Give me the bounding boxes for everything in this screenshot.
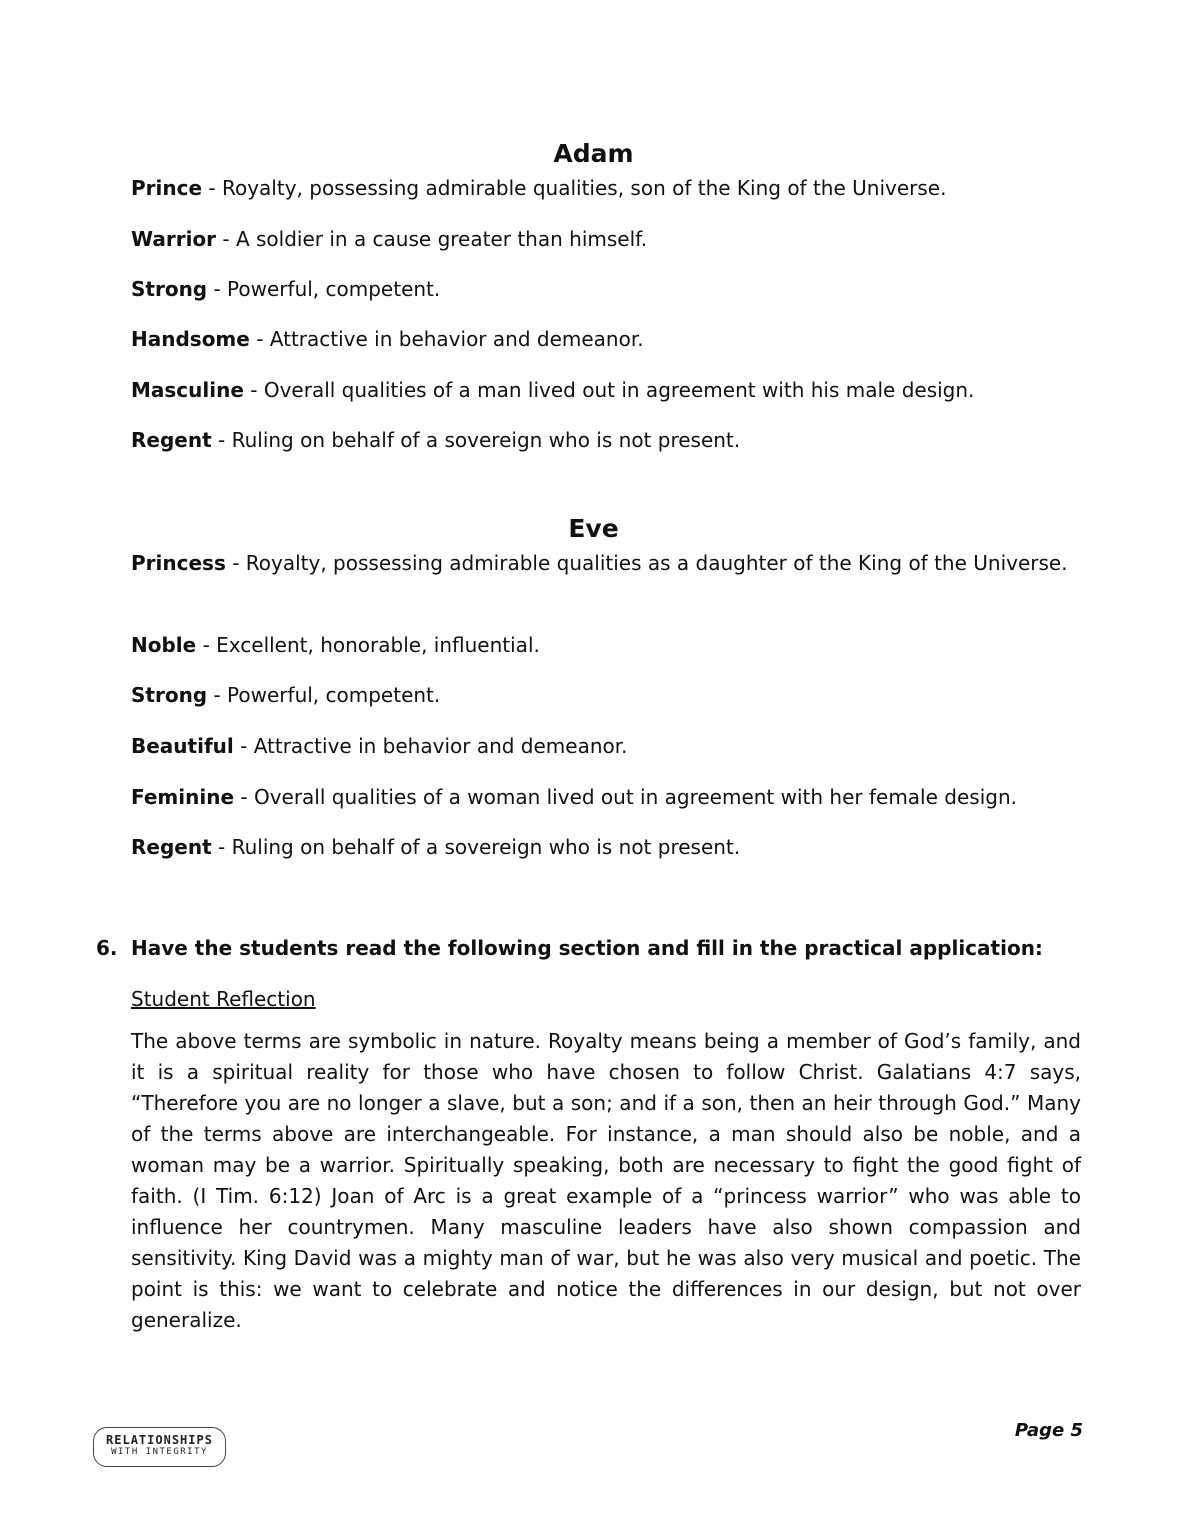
eve-term-feminine [131, 782, 1081, 813]
reflection-body: The above terms are symbolic in nature. Royalty means being a member of God’s family, and it is a spiritual reality for those who have chosen to follow Christ. Galatians 4:7 says, “Therefore you are no longer a slave, but a son; and if a son, then an heir through God.” Many of the terms above are interchangeable. For instance, a man should also be noble, and a woman may be a warrior. Spiritually speaking, both are necessary to fight the good fight of faith. (I Tim. 6:12) Joan of Arc is a great example of a “princess warrior” who was able to influence her countrymen. Many masculine leaders have also shown compassion and sensitivity. King David was a mighty man of war, but he was also very musical and poetic. The point is this: we want to celebrate and notice the differences in our design, but not over generalize. [131, 1029, 1081, 1332]
term-label: Warrior [131, 227, 217, 251]
eve-term-beautiful [131, 731, 1081, 762]
term-definition: - Royalty, possessing admirable qualities as a daughter of the King of the Universe. [225, 551, 1068, 575]
eve-term-strong [131, 680, 1081, 711]
relationships-with-integrity-logo [93, 1427, 226, 1467]
term-label: Strong [131, 277, 208, 301]
term-definition: - Ruling on behalf of a sovereign who is not present. [211, 428, 741, 452]
term-label: Strong [131, 683, 208, 707]
adam-term-strong [131, 274, 1081, 305]
question-text: Have the students read the following section and fill in the practical application: [131, 936, 1043, 960]
term-label: Noble [131, 633, 197, 657]
term-definition: - Excellent, honorable, influential. [196, 633, 540, 657]
term-definition: - Ruling on behalf of a sovereign who is not present. [211, 835, 741, 859]
term-definition: - Overall qualities of a woman lived out in agreement with her female design. [234, 785, 1017, 809]
term-label: Handsome [131, 327, 250, 351]
term-label: Prince [131, 176, 203, 200]
eve-term-regent [131, 832, 1081, 863]
adam-term-regent [131, 425, 1081, 456]
term-definition: - Powerful, competent. [207, 277, 441, 301]
eve-heading: Eve [568, 514, 619, 543]
term-definition: - Attractive in behavior and demeanor. [249, 327, 644, 351]
eve-term-princess [131, 548, 1081, 579]
term-definition: - Royalty, possessing admirable qualities, son of the King of the Universe. [202, 176, 947, 200]
term-label: Regent [131, 428, 212, 452]
reflection-title: Student Reflection [131, 987, 316, 1011]
adam-heading: Adam [553, 139, 634, 168]
term-label: Princess [131, 551, 226, 575]
term-label: Masculine [131, 378, 244, 402]
term-label: Regent [131, 835, 212, 859]
term-definition: - Overall qualities of a man lived out in agreement with his male design. [243, 378, 975, 402]
adam-term-masculine [131, 375, 1081, 406]
logo-line1: RELATIONSHIPS [106, 1433, 213, 1447]
question-number: 6. [96, 936, 118, 960]
term-definition: - Powerful, competent. [207, 683, 441, 707]
page-number: Page 5 [1014, 1420, 1083, 1441]
eve-term-noble [131, 630, 1081, 661]
logo-line2: WITH INTEGRITY [111, 1447, 208, 1457]
term-definition: - A soldier in a cause greater than himself. [216, 227, 648, 251]
term-definition: - Attractive in behavior and demeanor. [233, 734, 628, 758]
term-label: Beautiful [131, 734, 234, 758]
term-label: Feminine [131, 785, 235, 809]
adam-term-warrior [131, 224, 1081, 255]
adam-term-handsome [131, 324, 1081, 355]
adam-term-prince [131, 173, 1081, 204]
